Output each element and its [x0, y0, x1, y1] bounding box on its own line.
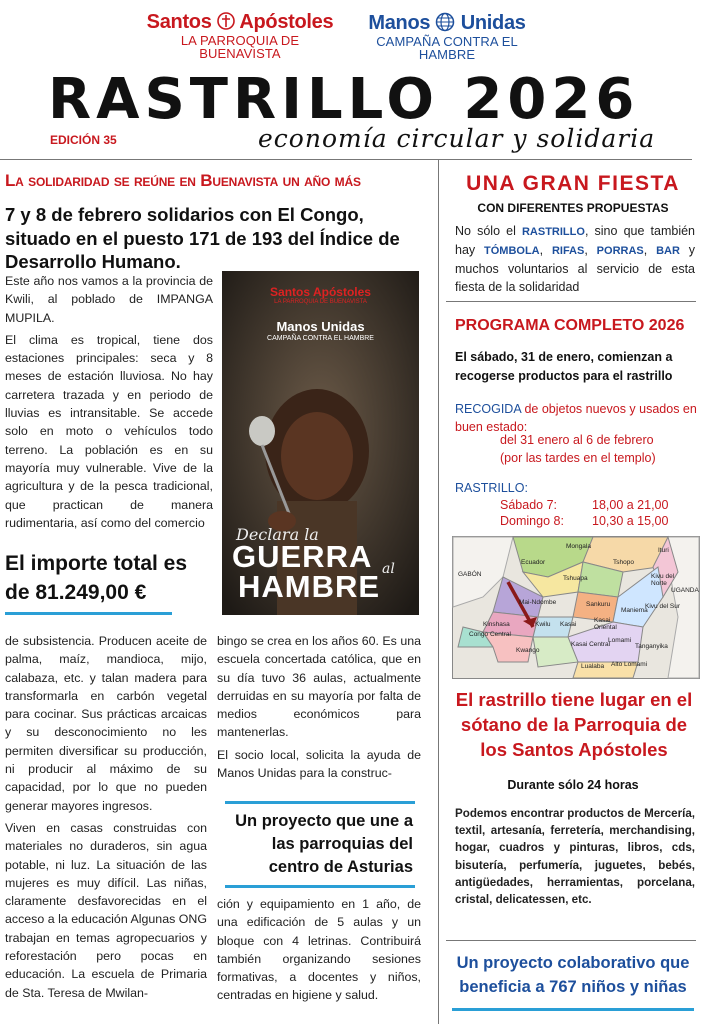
intro-paragraph-1: Este año nos vamos a la provincia de Kwili, al poblado de IMPANGA MUPILA.	[5, 274, 213, 325]
fiesta-divider	[446, 301, 696, 302]
programa-intro: El sábado, 31 de enero, comienzan a recogerse productos para el rastrillo	[455, 350, 673, 383]
fiesta-text-c: y muchos voluntarios al servicio de esta fiesta de la solidaridad	[455, 243, 695, 294]
poster-santos: Santos Apóstoles	[270, 285, 371, 299]
map-labels	[453, 537, 699, 678]
map-label: Congo Central	[469, 631, 511, 638]
map-label: Kasai	[560, 621, 577, 628]
logo-santos-subtitle: LA PARROQUIA DE BUENAVISTA	[180, 33, 300, 61]
map-label: Kwango	[516, 647, 540, 654]
duration-text: Durante sólo 24 horas	[507, 778, 639, 792]
fiesta-sep: ,	[643, 243, 657, 257]
map-label: UGANDA	[671, 587, 699, 594]
poster-santos-sub: LA PARROQUIA DE BUENAVISTA	[274, 299, 367, 305]
map-label: Tshuapa	[563, 575, 588, 582]
map-label: Lomami	[608, 637, 632, 644]
beneficia-divider	[446, 940, 696, 941]
map-label: Maniema	[621, 607, 648, 614]
fiesta-sep: ,	[539, 243, 552, 257]
poster-al: al	[382, 561, 395, 577]
project-topline	[225, 801, 415, 804]
map-label: Kwilu	[535, 621, 551, 628]
project-underline	[225, 885, 415, 888]
fiesta-porras: PORRAS	[596, 245, 644, 257]
body-column-2-cont	[217, 895, 421, 1005]
logo-santos-word: Santos	[146, 11, 212, 33]
products-text: Podemos encontrar productos de Mercería, textil, artesanía, ferretería, merchandising, hogar, cuadros y pinturas, libros, cds, bisutería, perfumería, juguetes, bebés, antigüedades, herramientas, porcelana, cristal, delicatessen, etc.	[455, 807, 695, 907]
map-label: Mai-Ndombe	[519, 599, 557, 606]
fiesta-rastrillo: RASTRILLO	[521, 226, 585, 238]
intro-paragraph-2: El clima es tropical, tiene dos estaciones principales: seca y 8 meses de estación lluviosa. No hay carretera trazada y en periodo de lluvias es intransitable. Se accede solo en moto o vehículos todo terreno. La población es en su mayoría muy vulnerable. Vive de la agricultura y de la pesca tradicional, que practican de manera rudimentaria, así como del comercio	[5, 332, 213, 530]
poster-manos-sub: CAMPAÑA CONTRA EL HAMBRE	[267, 335, 374, 342]
project-headline: Un proyecto que une a las parroquias del centro de Asturias	[235, 812, 413, 876]
logo-unidas-word: Unidas	[460, 12, 526, 34]
poster-declara: Declara la	[236, 525, 319, 544]
location-headline: El rastrillo tiene lugar en el sótano de la Parroquia de los Santos Apóstoles	[455, 689, 693, 760]
poster-manos: Manos Unidas	[276, 319, 365, 334]
amount-headline: El importe total es de 81.249,00 €	[5, 552, 188, 604]
poster-hambre: HAMBRE	[238, 569, 381, 604]
fiesta-text-a: No sólo el	[455, 224, 522, 238]
map-label: Kinshasa	[483, 621, 510, 628]
fiesta-tombola: TÓMBOLA	[484, 245, 540, 257]
parish-emblem-icon	[217, 12, 235, 30]
col1-paragraph-1: de subsistencia. Producen aceite de palma, maíz, mandioca, mijo, calabaza, etc. y talan madera para transformarla en carbón vegetal para cocinar. Sus prácticas arcaicas y su desconocimiento no les permiten diversificar su producción, ni producir al máximo de su capacidad, por lo que no pueden generar mayores ingresos.	[5, 634, 207, 813]
intro-text	[5, 272, 213, 530]
fiesta-sep: ,	[584, 243, 597, 257]
globe-icon	[435, 12, 455, 32]
poster-guerra: GUERRA	[232, 539, 373, 574]
map-label: Mongala	[566, 543, 591, 550]
sabado-time: 18,00 a 21,00	[592, 498, 669, 512]
map-label: Kasai Central	[571, 641, 611, 648]
map-label: Ecuador	[521, 559, 546, 566]
map-label: Kivu del Norte	[651, 573, 675, 587]
body-column-1	[5, 632, 207, 1002]
column-divider	[438, 160, 439, 1024]
recogida-note: (por las tardes en el templo)	[500, 451, 656, 465]
map-label: Tshopo	[613, 559, 634, 566]
recogida-text: de objetos nuevos y usados en buen estado:	[455, 402, 697, 434]
domingo-time: 10,30 a 15,00	[592, 514, 669, 528]
sabado-label: Sábado 7:	[500, 498, 557, 512]
congo-map	[452, 536, 700, 679]
manos-unidas-logo	[347, 12, 547, 61]
fiesta-text	[455, 222, 695, 296]
fiesta-text-b: , sino que también hay	[455, 224, 696, 257]
fiesta-rifas: RIFAS	[551, 245, 585, 257]
masthead-divider	[0, 159, 692, 160]
tagline: economía circular y solidaria	[258, 124, 656, 153]
fiesta-subtitle: CON DIFERENTES PROPUESTAS	[477, 201, 669, 215]
map-label: Alto Lomami	[611, 661, 648, 668]
page-title: RASTRILLO 2026	[48, 67, 640, 132]
recogida-label: RECOGIDA	[455, 402, 521, 416]
fiesta-title: UNA GRAN FIESTA	[466, 172, 680, 195]
lead-headline: 7 y 8 de febrero solidarios con El Congo, situado en el puesto 171 de 193 del Índice de Desarrollo Humano.	[5, 204, 400, 272]
col2-paragraph-1: bingo se crea en los años 60. Es una escuela concertada católica, que en su día tuvo 36 aulas, actualmente derruidas en su mayoría por falta de medios económicos para mantenerlas.	[217, 634, 421, 740]
col2-paragraph-2: El socio local, solicita la ayuda de Manos Unidas para la construc-	[217, 747, 421, 781]
programa-title: PROGRAMA COMPLETO 2026	[455, 317, 685, 334]
campaign-poster	[222, 271, 419, 615]
beneficia-headline: Un proyecto colaborativo que beneficia a 767 niños y niñas	[456, 954, 690, 996]
map-label: Kasai Oriental	[594, 617, 617, 631]
col1-paragraph-2: Viven en casas construidas con materiales no duraderos, sin agua potable, ni luz. La situación de las mujeres es muy difícil. Las niñas, claramente desfavorecidas en el acceso a la educación Algunas ONG trabajan en temas agropecuarios y reforestación pero pocas en educación. La escuela de Primaria de Sta. Teresa de Mwilan-	[5, 820, 207, 1000]
map-label: Sankuru	[586, 601, 611, 608]
logo-manos-word: Manos	[368, 12, 431, 34]
rastrillo-label: RASTRILLO:	[455, 481, 528, 495]
body-column-2	[217, 632, 421, 782]
logo-apostoles-word: Apóstoles	[239, 11, 334, 33]
amount-underline	[5, 612, 172, 615]
map-label: GABÓN	[458, 571, 482, 578]
logo-manos-subtitle: CAMPAÑA CONTRA EL HAMBRE	[376, 34, 518, 62]
map-label: Kivu del Sur	[645, 603, 681, 610]
col2-paragraph-3: ción y equipamiento en 1 año, de una edificación de 5 aulas y un bloque con 4 letrinas. Contribuirá también organizando sesiones formativas, a docentes y niños, centradas en higiene y salud.	[217, 897, 421, 1003]
santos-apostoles-logo	[140, 12, 340, 60]
kicker-headline: La solidaridad se reúne en Buenavista un año más	[5, 171, 361, 190]
map-label: Lualaba	[581, 663, 605, 670]
map-label: Tanganyika	[635, 643, 668, 650]
beneficia-underline	[452, 1008, 694, 1011]
edition-label: EDICIÓN 35	[50, 133, 117, 147]
domingo-label: Domingo 8:	[500, 514, 564, 528]
recogida-dates: del 31 enero al 6 de febrero	[500, 433, 654, 447]
fiesta-bar: BAR	[656, 245, 680, 257]
map-label: Ituri	[658, 547, 669, 554]
